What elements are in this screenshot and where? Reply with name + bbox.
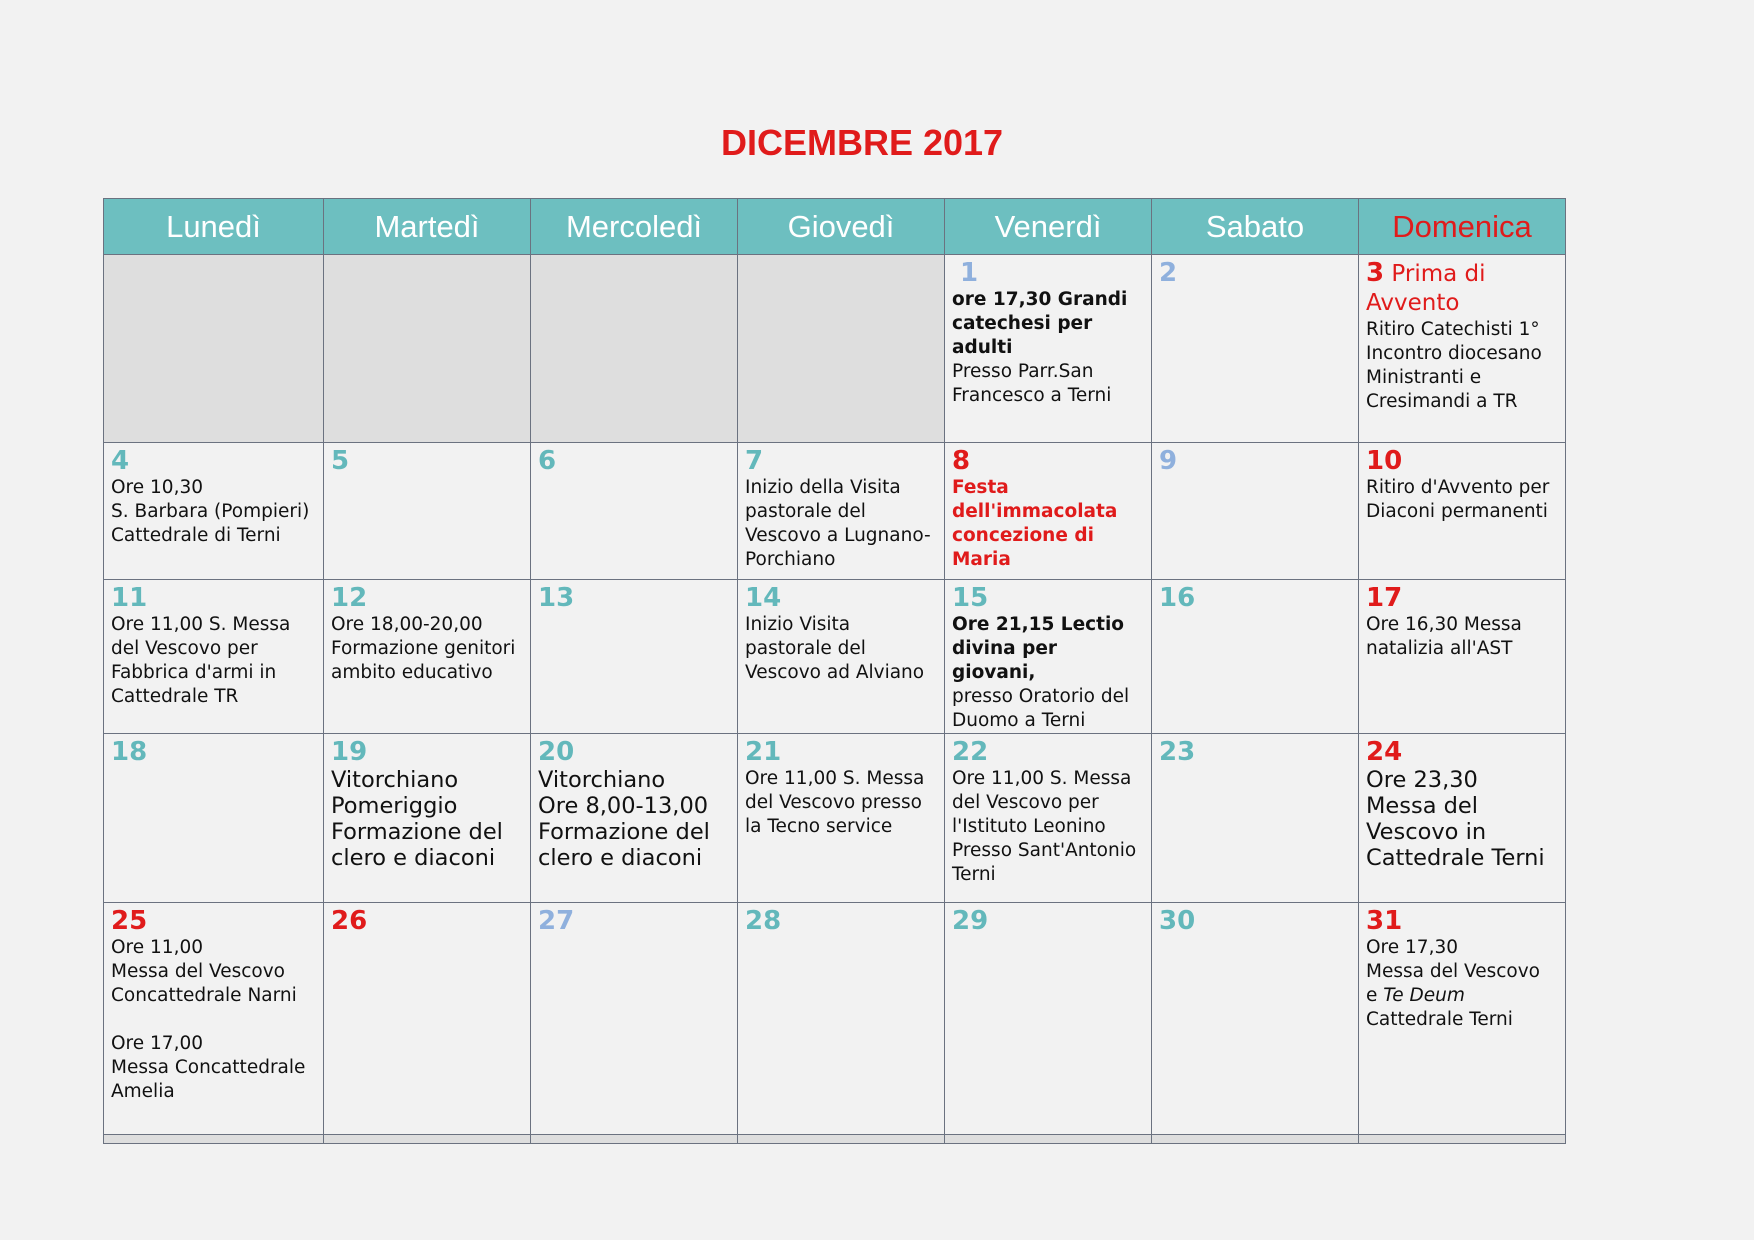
day-number: 11: [111, 583, 148, 613]
day-cell-15[interactable]: [945, 580, 1152, 734]
week-row-1: [104, 255, 1566, 443]
day-cell-30[interactable]: [1152, 903, 1359, 1135]
day-number: 12: [331, 583, 368, 613]
event-text: Ore 16,30 Messa natalizia all'AST: [1366, 614, 1522, 659]
event-text: Ritiro Catechisti 1° Incontro diocesano Ministranti e Cresimandi a TR: [1366, 319, 1542, 412]
day-number: 18: [111, 737, 148, 767]
day-number: 6: [538, 446, 557, 476]
day-number: 27: [538, 906, 575, 936]
day-cell-12[interactable]: [324, 580, 531, 734]
week-row-3: [104, 580, 1566, 734]
event-text: Formazione del clero e diaconi: [331, 819, 503, 871]
event-text: Messa Concattedrale Amelia: [111, 1057, 306, 1102]
day-cell-19[interactable]: [324, 734, 531, 903]
event-text: Ore 11,00: [111, 937, 203, 958]
empty-day-cell: [531, 255, 738, 443]
day-cell-4[interactable]: [104, 443, 324, 580]
event-text: Inizio della Visita pastorale del Vescovo a Lugnano-Porchiano: [745, 477, 931, 570]
day-cell-28[interactable]: [738, 903, 945, 1135]
event-text: presso Oratorio del Duomo a Terni: [952, 686, 1130, 731]
day-number: 15: [952, 583, 989, 613]
weekday-thursday: Giovedì: [738, 199, 945, 255]
event-text: Ore 11,00 S. Messa del Vescovo per l'Istituto Leonino: [952, 768, 1132, 837]
day-number: 13: [538, 583, 575, 613]
event-text: ore 17,30 Grandi catechesi per adulti: [952, 289, 1128, 358]
day-cell-2[interactable]: [1152, 255, 1359, 443]
day-cell-5[interactable]: [324, 443, 531, 580]
event-text: Ore 11,00 S. Messa del Vescovo per Fabbrica d'armi in Cattedrale TR: [111, 614, 291, 707]
day-cell-26[interactable]: [324, 903, 531, 1135]
day-cell-11[interactable]: [104, 580, 324, 734]
weekday-friday: Venerdì: [945, 199, 1152, 255]
event-text: e: [1366, 985, 1384, 1006]
weekday-header-row: [104, 199, 1566, 255]
day-cell-1[interactable]: [945, 255, 1152, 443]
day-number: 31: [1366, 906, 1403, 936]
empty-day-cell: [324, 255, 531, 443]
event-text: Ore 11,00 S. Messa del Vescovo presso la Tecno service: [745, 768, 925, 837]
event-text: Messa del Vescovo: [1366, 961, 1540, 982]
calendar-grid: [103, 198, 1566, 1144]
calendar-footer-row: [104, 1135, 1566, 1144]
event-text: Messa del Vescovo in Cattedrale Terni: [1366, 793, 1545, 871]
weekday-tuesday: Martedì: [324, 199, 531, 255]
day-cell-9[interactable]: [1152, 443, 1359, 580]
day-number: 16: [1159, 583, 1196, 613]
week-row-2: [104, 443, 1566, 580]
weekday-monday: Lunedì: [104, 199, 324, 255]
event-text: Cattedrale di Terni: [111, 525, 281, 546]
day-cell-27[interactable]: [531, 903, 738, 1135]
page-title: DICEMBRE 2017: [720, 122, 1004, 163]
day-cell-7[interactable]: [738, 443, 945, 580]
day-number: 21: [745, 737, 782, 767]
day-cell-29[interactable]: [945, 903, 1152, 1135]
day-cell-13[interactable]: [531, 580, 738, 734]
event-text: Formazione del clero e diaconi: [538, 819, 710, 871]
day-number: 4: [111, 446, 130, 476]
event-text: Ore 8,00-13,00: [538, 793, 709, 819]
event-text: Ore 21,15 Lectio divina per giovani,: [952, 614, 1124, 683]
day-number: 25: [111, 906, 148, 936]
event-text: Ritiro d'Avvento per Diaconi permanenti: [1366, 477, 1550, 522]
week-row-4: [104, 734, 1566, 903]
day-cell-14[interactable]: [738, 580, 945, 734]
event-text: Presso Parr.San Francesco a Terni: [952, 361, 1112, 406]
day-number: 30: [1159, 906, 1196, 936]
day-number: 24: [1366, 737, 1403, 767]
day-cell-22[interactable]: [945, 734, 1152, 903]
day-number: 10: [1366, 446, 1403, 476]
empty-day-cell: [104, 255, 324, 443]
day-number: 9: [1159, 446, 1178, 476]
day-cell-31[interactable]: [1359, 903, 1566, 1135]
day-number: 23: [1159, 737, 1196, 767]
day-number: 22: [952, 737, 989, 767]
day-number: 17: [1366, 583, 1403, 613]
day-cell-6[interactable]: [531, 443, 738, 580]
day-cell-8[interactable]: [945, 443, 1152, 580]
day-cell-23[interactable]: [1152, 734, 1359, 903]
day-number: 5: [331, 446, 350, 476]
day-cell-18[interactable]: [104, 734, 324, 903]
event-text: Ore 10,30: [111, 477, 203, 498]
day-cell-21[interactable]: [738, 734, 945, 903]
day-number: 29: [952, 906, 989, 936]
day-number: 26: [331, 906, 368, 936]
event-text: Concattedrale Narni: [111, 985, 297, 1006]
event-text: Vitorchiano: [331, 767, 459, 793]
event-text: S. Barbara (Pompieri): [111, 501, 310, 522]
event-text: Ore 17,00: [111, 1033, 203, 1054]
event-text: Inizio Visita pastorale del Vescovo ad Alviano: [745, 614, 925, 683]
day-number: 14: [745, 583, 782, 613]
event-text: Ore 18,00-20,00: [331, 614, 483, 635]
weekday-saturday: Sabato: [1152, 199, 1359, 255]
day-number: 3: [1366, 258, 1385, 288]
event-text: Vitorchiano: [538, 767, 666, 793]
event-text: Cattedrale Terni: [1366, 1009, 1513, 1030]
event-text: Ore 17,30: [1366, 937, 1458, 958]
event-text: Messa del Vescovo: [111, 961, 285, 982]
event-text: Pomeriggio: [331, 793, 458, 819]
day-number: 19: [331, 737, 368, 767]
week-row-5: [104, 903, 1566, 1135]
day-number: 8: [952, 446, 971, 476]
holiday-text: Festa dell'immacolata concezione di Maria: [952, 477, 1118, 570]
day-number: 2: [1159, 258, 1178, 288]
day-number: 7: [745, 446, 764, 476]
event-text: Ore 23,30: [1366, 767, 1478, 793]
event-text: Presso Sant'Antonio Terni: [952, 840, 1137, 885]
day-cell-25[interactable]: [104, 903, 324, 1135]
day-number: 28: [745, 906, 782, 936]
day-number: 1: [960, 258, 979, 288]
day-number: 20: [538, 737, 575, 767]
event-text-italic: Te Deum: [1383, 985, 1465, 1006]
event-text: Formazione genitori ambito educativo: [331, 638, 516, 683]
sunday-title: Prima di Avvento: [1366, 261, 1486, 316]
day-cell-20[interactable]: [531, 734, 738, 903]
day-cell-10[interactable]: [1359, 443, 1566, 580]
day-cell-3[interactable]: [1359, 255, 1566, 443]
day-cell-16[interactable]: [1152, 580, 1359, 734]
weekday-sunday: Domenica: [1359, 199, 1566, 255]
day-cell-17[interactable]: [1359, 580, 1566, 734]
empty-day-cell: [738, 255, 945, 443]
day-cell-24[interactable]: [1359, 734, 1566, 903]
weekday-wednesday: Mercoledì: [531, 199, 738, 255]
